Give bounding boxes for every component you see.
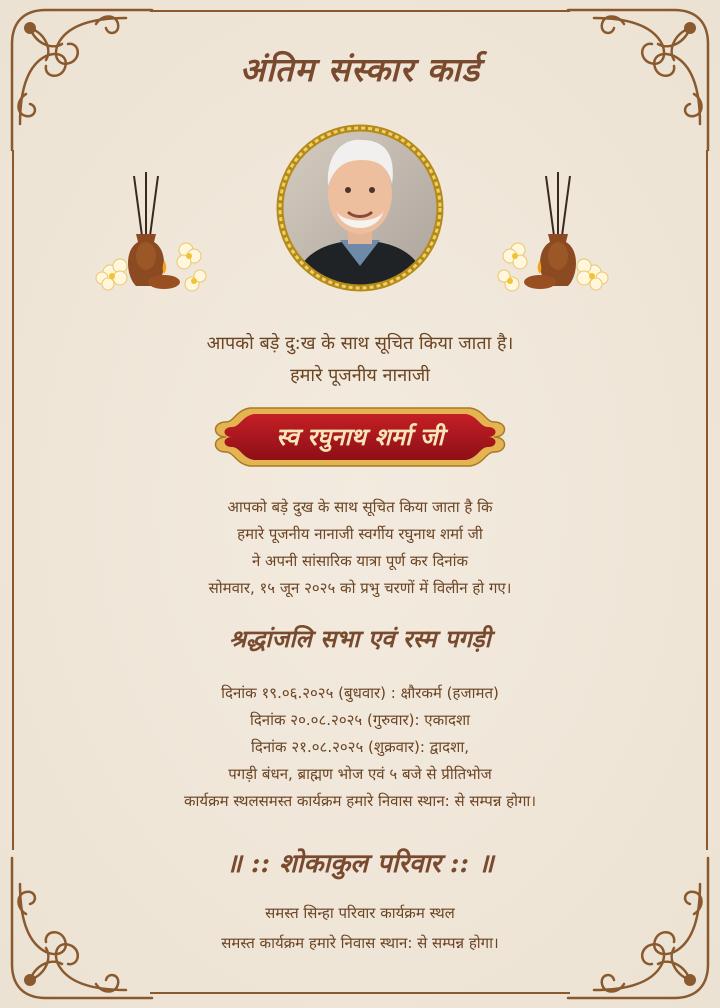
intro-line: हमारे पूजनीय नानाजी (290, 365, 430, 386)
message-text (0, 494, 720, 602)
event-line: दिनांक २१.०८.२०२५ (शुक्रवार): द्वादशा, (251, 738, 469, 756)
intro-text (0, 328, 720, 392)
portrait-photo (270, 116, 450, 300)
message-line: ने अपनी सांसारिक यात्रा पूर्ण कर दिनांक (251, 552, 469, 570)
frame-bottom-line (150, 992, 570, 994)
event-line: कार्यक्रम स्थलसमस्त कार्यक्रम हमारे निवास स्थान: से सम्पन्न होगा। (183, 792, 537, 810)
deceased-name: स्व रघुनाथ शर्मा जी (276, 422, 444, 451)
message-line: सोमवार, १५ जून २०२५ को प्रभु चरणों में विलीन हो गए। (208, 579, 512, 597)
sabha-heading: श्रद्धांजलि सभा एवं रस्म पगड़ी (229, 624, 491, 653)
event-line: दिनांक २०.०८.२०२५ (गुरुवार): एकादशा (249, 711, 471, 729)
footer-line: समस्त सिन्हा परिवार कार्यक्रम स्थल (265, 904, 455, 922)
incense-kalash-icon-left (94, 168, 214, 298)
event-line: पगड़ी बंधन, ब्राह्मण भोज एवं ५ बजे से प्रीतिभोज (228, 765, 492, 783)
intro-line: आपको बड़े दु:ख के साथ सूचित किया जाता है। (206, 333, 514, 354)
incense-kalash-icon-right (490, 168, 610, 298)
card-title: अंतिम संस्कार कार्ड (239, 50, 481, 89)
message-line: हमारे पूजनीय नानाजी स्वर्गीय रघुनाथ शर्मा जी (237, 525, 483, 543)
message-line: आपको बड़े दुख के साथ सूचित किया जाता है कि (227, 498, 493, 516)
footer-line: समस्त कार्यक्रम हमारे निवास स्थान: से सम्पन्न होगा। (221, 934, 499, 952)
event-schedule (0, 680, 720, 815)
event-line: दिनांक १९.०६.२०२५ (बुधवार) : क्षौरकर्म (हजामत) (221, 684, 499, 702)
footer-text (0, 898, 720, 958)
family-heading: ॥ :: शोकाकुल परिवार :: ॥ (226, 849, 494, 879)
frame-top-line (150, 10, 570, 12)
